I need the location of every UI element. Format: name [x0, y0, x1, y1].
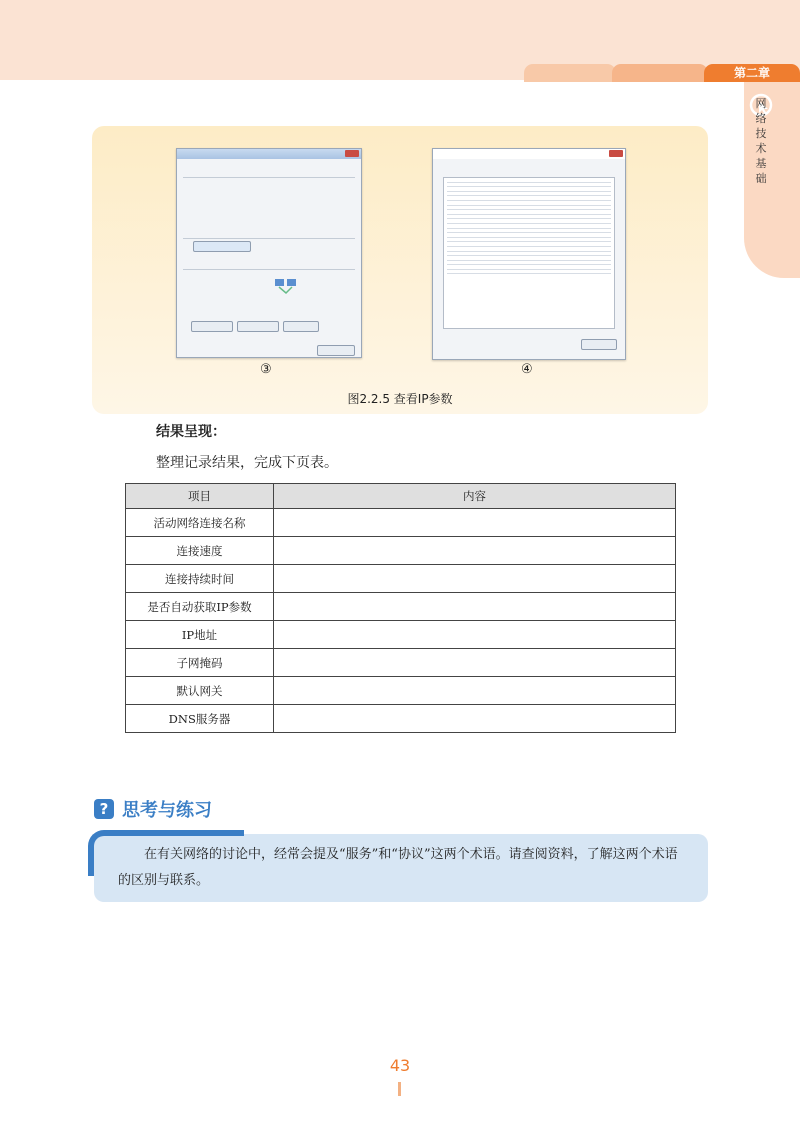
- result-heading: 结果呈现：: [156, 424, 226, 440]
- table-row: [126, 621, 676, 649]
- table-cell-empty: [274, 677, 676, 705]
- table-row-label: 活动网络连接名称: [126, 509, 274, 537]
- table-cell-empty: [274, 537, 676, 565]
- page-number: 43: [389, 1056, 411, 1075]
- table-row-label: 连接速度: [126, 537, 274, 565]
- result-instruction: 整理记录结果，完成下页表。: [156, 455, 338, 471]
- table-header-row: [126, 484, 676, 509]
- table-row-label: 默认网关: [126, 677, 274, 705]
- table-cell-empty: [274, 565, 676, 593]
- table-row: [126, 593, 676, 621]
- result-table: [125, 483, 676, 733]
- table-row-label: 连接持续时间: [126, 565, 274, 593]
- table-row-label: DNS服务器: [126, 705, 274, 733]
- header-tab-decor: [612, 64, 708, 82]
- side-label: 网络技术基础: [755, 97, 767, 185]
- chapter-tab: 第二章: [704, 64, 800, 82]
- figure-number-3: ③: [260, 362, 272, 377]
- header-tab-decor: [524, 64, 616, 82]
- table-row: [126, 509, 676, 537]
- network-details-window-image: [432, 148, 626, 360]
- table-cell-empty: [274, 649, 676, 677]
- think-text: 在有关网络的讨论中，经常会提及“服务”和“协议”这两个术语。请查阅资料，了解这两个术语的区别与联系。: [118, 847, 678, 888]
- question-icon: ?: [94, 799, 114, 819]
- figure-number-4: ④: [521, 362, 533, 377]
- table-cell-empty: [274, 621, 676, 649]
- connection-status-window-image: [176, 148, 362, 358]
- table-cell-empty: [274, 705, 676, 733]
- table-row: [126, 649, 676, 677]
- table-row: [126, 677, 676, 705]
- table-header-content: 内容: [274, 484, 676, 509]
- table-row: [126, 565, 676, 593]
- table-row: [126, 537, 676, 565]
- think-title: 思考与练习: [122, 800, 212, 821]
- table-cell-empty: [274, 509, 676, 537]
- figure-caption: 图2.2.5 查看IP参数: [347, 392, 453, 406]
- table-row-label: 子网掩码: [126, 649, 274, 677]
- table-header-item: 项目: [126, 484, 274, 509]
- table-row: [126, 705, 676, 733]
- table-row-label: IP地址: [126, 621, 274, 649]
- page-tick: [398, 1082, 401, 1096]
- table-cell-empty: [274, 593, 676, 621]
- table-row-label: 是否自动获取IP参数: [126, 593, 274, 621]
